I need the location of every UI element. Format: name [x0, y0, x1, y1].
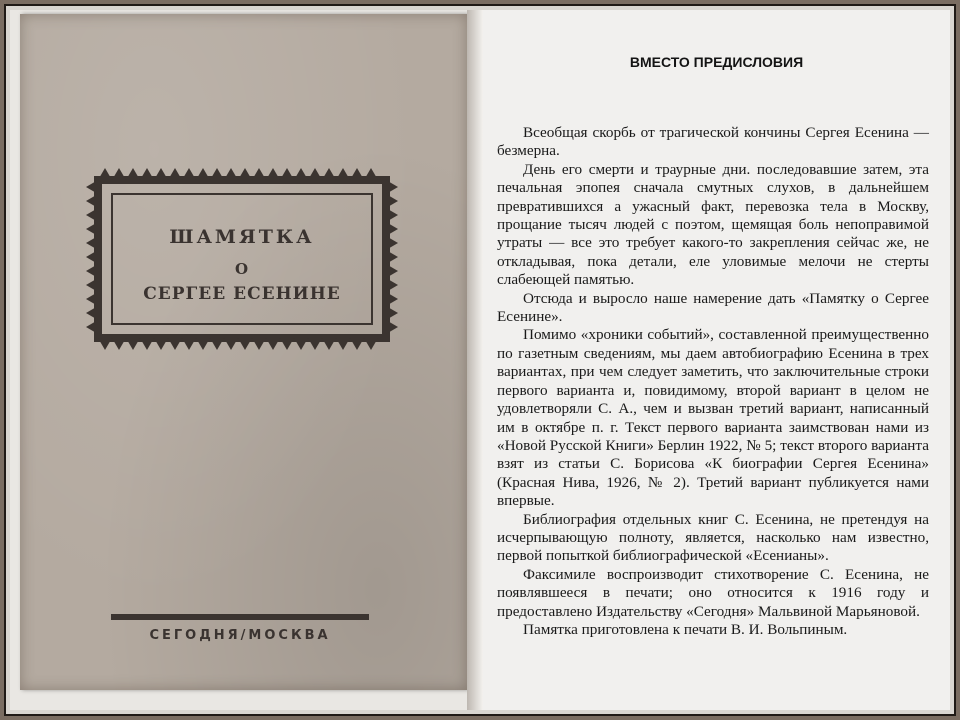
cover-title-line1: ШАМЯТКА — [169, 226, 315, 248]
zigzag-tooth — [168, 338, 182, 350]
zigzag-tooth — [140, 338, 154, 350]
paragraph: Факсимиле воспроизводит стихотворение С. Есенина, не появлявшееся в печати; оно относится к 1916 году и предоставлено Издательству «Сегодня» Мальвиной Марьяновой. — [497, 565, 929, 620]
cover-title-line2: О — [234, 260, 250, 278]
zigzag-tooth — [386, 208, 398, 222]
zigzag-tooth — [350, 338, 364, 350]
zigzag-tooth — [126, 168, 140, 180]
zigzag-teeth — [86, 168, 398, 350]
zigzag-tooth — [336, 338, 350, 350]
zigzag-tooth — [386, 320, 398, 334]
page-heading: ВМЕСТО ПРЕДИСЛОВИЯ — [629, 54, 804, 70]
zigzag-tooth — [210, 168, 224, 180]
text-page — [483, 10, 950, 710]
zigzag-tooth — [280, 168, 294, 180]
cover-publisher: СЕГОДНЯ/МОСКВА — [149, 628, 331, 643]
paragraph: Памятка приготовлена к печати В. И. Вольпиным. — [523, 620, 848, 638]
zigzag-tooth — [364, 168, 378, 180]
cover-title-label — [82, 164, 402, 354]
zigzag-tooth — [224, 168, 238, 180]
zigzag-tooth — [196, 338, 210, 350]
zigzag-tooth — [98, 168, 112, 180]
zigzag-tooth — [86, 306, 98, 320]
zigzag-tooth — [210, 338, 224, 350]
zigzag-tooth — [280, 338, 294, 350]
zigzag-tooth — [238, 168, 252, 180]
cover-title-line3: СЕРГЕЕ ЕСЕНИНЕ — [143, 284, 341, 304]
zigzag-tooth — [112, 168, 126, 180]
zigzag-tooth — [182, 338, 196, 350]
zigzag-tooth — [364, 338, 378, 350]
zigzag-tooth — [98, 338, 112, 350]
zigzag-tooth — [86, 194, 98, 208]
paragraph: Библиография отдельных книг С. Есенина, не претендуя на исчерпывающую полноту, является, насколько нам известно, первой попыткой библиографической «Есенианы». — [497, 510, 929, 565]
outer-border — [98, 180, 386, 338]
zigzag-tooth — [308, 338, 322, 350]
zigzag-tooth — [322, 168, 336, 180]
zigzag-tooth — [154, 168, 168, 180]
zigzag-tooth — [238, 338, 252, 350]
zigzag-tooth — [350, 168, 364, 180]
zigzag-tooth — [386, 180, 398, 194]
zigzag-border-frame — [82, 164, 402, 354]
paragraph: Помимо «хроники событий», составленной преимущественно по газетным сведениям, мы даем автобиографию Есенина в трех вариантах, при чем следует заметить, что заключительные строки первого варианта и, повидимому, второй вариант в целом не удовлетворяли С. А., чем и вызван третий вариант, написанный им в октябре п. г. Текст первого варианта заимствован нами из «Новой Русской Книги» Берлин 1922, № 5; текст второго варианта взят из статьи С. Борисова «К биографии Сергея Есенина» (Красная Нива, 1926, № 2). Третий вариант публикуется нами впервые. — [497, 326, 929, 510]
zigzag-tooth — [336, 168, 350, 180]
inner-border — [112, 194, 372, 324]
cover-rule-line — [111, 614, 369, 620]
paragraph: Отсюда и выросло наше намерение дать «Памятку о Сергее Есенине». — [497, 289, 929, 326]
zigzag-tooth — [224, 338, 238, 350]
zigzag-tooth — [308, 168, 322, 180]
zigzag-tooth — [386, 306, 398, 320]
zigzag-tooth — [252, 168, 266, 180]
paragraph: День его смерти и траурные дни. последовавшие затем, эта печальная эпопея сначала смутных слухов, в дальнейшем превратившихся а ужасный факт, перевозка тела в Москву, прощание тысяч людей с поэтом, щемящая боль непоправимой утраты — все это требует какого-то закрепления сейчас же, не откладывая, пока детали, еле уловимые мелочи не стерты слабеющей памятью. — [497, 160, 929, 289]
zigzag-tooth — [252, 338, 266, 350]
zigzag-tooth — [266, 168, 280, 180]
zigzag-tooth — [140, 168, 154, 180]
zigzag-tooth — [386, 194, 398, 208]
zigzag-tooth — [86, 320, 98, 334]
page-body — [497, 124, 929, 639]
zigzag-tooth — [266, 338, 280, 350]
zigzag-tooth — [112, 338, 126, 350]
zigzag-tooth — [294, 168, 308, 180]
zigzag-tooth — [168, 168, 182, 180]
paragraph: Всеобщая скорбь от трагической кончины Сергея Есенина — безмерна. — [497, 124, 929, 160]
zigzag-tooth — [126, 338, 140, 350]
book-gutter — [467, 10, 483, 710]
zigzag-tooth — [322, 338, 336, 350]
book-cover — [20, 14, 467, 690]
zigzag-tooth — [182, 168, 196, 180]
zigzag-tooth — [154, 338, 168, 350]
zigzag-tooth — [86, 180, 98, 194]
zigzag-tooth — [196, 168, 210, 180]
zigzag-tooth — [86, 208, 98, 222]
zigzag-tooth — [294, 338, 308, 350]
